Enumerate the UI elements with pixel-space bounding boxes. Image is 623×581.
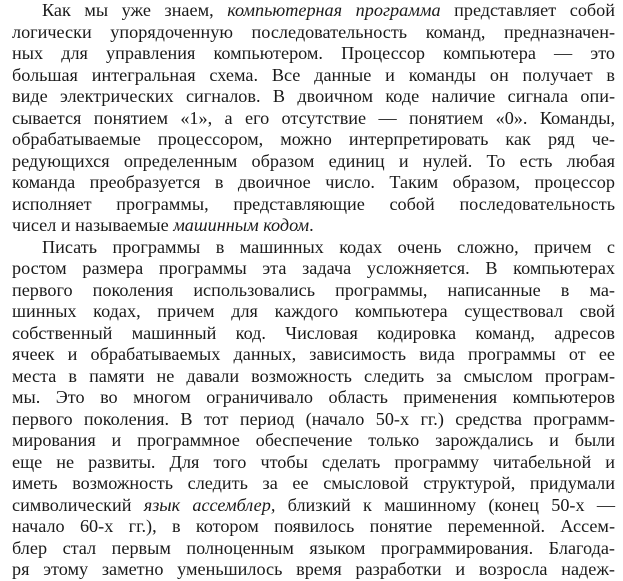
text-line: логически упорядоченную последовательность команд, предназначен-: [12, 21, 615, 42]
text-line: редующихся определенным образом единиц и нулей. То есть любая: [12, 150, 615, 171]
text-fragment: Как мы уже знаем,: [42, 0, 228, 20]
text-line: [42, 0, 615, 21]
text-line: ячеек и обрабатываемых данных, зависимость вида программы от ее: [12, 344, 615, 364]
text-line: команда преобразуется в двоичное число. Таким образом, процессор: [12, 172, 615, 192]
text-line: обрабатываемые процессором, можно интерпретировать как ряд че-: [12, 129, 615, 149]
text-line: собственный машинный код. Числовая кодировка команд, адресов: [12, 322, 615, 343]
text-line: блер стал первым полноценным языком программирования. Благода-: [12, 537, 615, 558]
text-line: мирования и программное обеспечение только зарождались и были: [12, 430, 615, 450]
text-line: начало 60-х гг.), в котором появилось понятие переменной. Ассем-: [12, 516, 615, 536]
italic-term: компьютерная программа: [227, 0, 441, 20]
text-line: первого поколения использовались программы, написанные в ма-: [12, 279, 615, 300]
italic-term: язык ассемблер,: [143, 494, 276, 515]
text-fragment: представляет собой: [440, 0, 615, 20]
text-line: ря этому заметно уменьшилось время разработки и возросла надеж-: [12, 559, 615, 579]
text-line: Писать программы в машинных кодах очень сложно, причем с: [42, 236, 615, 257]
text-line: исполняет программы, представляющие собой последовательность: [12, 193, 615, 214]
text-line: еще не развиты. Для того чтобы сделать программу читабельной и: [12, 451, 615, 472]
text-line: мы. Это во многом ограничивало область применения компьютеров: [12, 387, 615, 407]
text-line: [12, 214, 615, 236]
text-line: места в памяти не давали возможность следить за смыслом програм-: [12, 365, 615, 386]
text-fragment: чисел и называемые: [12, 215, 174, 235]
text-line: ростом размера программы эта задача усложняется. В компьютерах: [12, 258, 615, 278]
text-line: [12, 494, 615, 516]
text-line: сывается понятием «1», а его отсутствие — понятием «0». Команды,: [12, 107, 615, 128]
text-fragment: .: [309, 215, 314, 235]
text-fragment: символический: [12, 494, 144, 515]
text-line: ных для управления компьютером. Процессор компьютера — это: [12, 43, 615, 63]
text-line: иметь возможность следить за ее смысловой структурой, придумали: [12, 473, 615, 493]
text-line: большая интегральная схема. Все данные и команды он получает в: [12, 64, 615, 85]
italic-term: машинным кодом: [173, 215, 310, 235]
text-line: первого поколения. В тот период (начало 50-х гг.) средства программ-: [12, 408, 615, 429]
text-line: виде электрических сигналов. В двоичном коде наличие сигнала опи-: [12, 86, 615, 106]
text-line: шинных кодах, причем для каждого компьютера существовал свой: [12, 301, 615, 321]
text-fragment: близкий к машинному (конец 50-х —: [275, 494, 616, 515]
